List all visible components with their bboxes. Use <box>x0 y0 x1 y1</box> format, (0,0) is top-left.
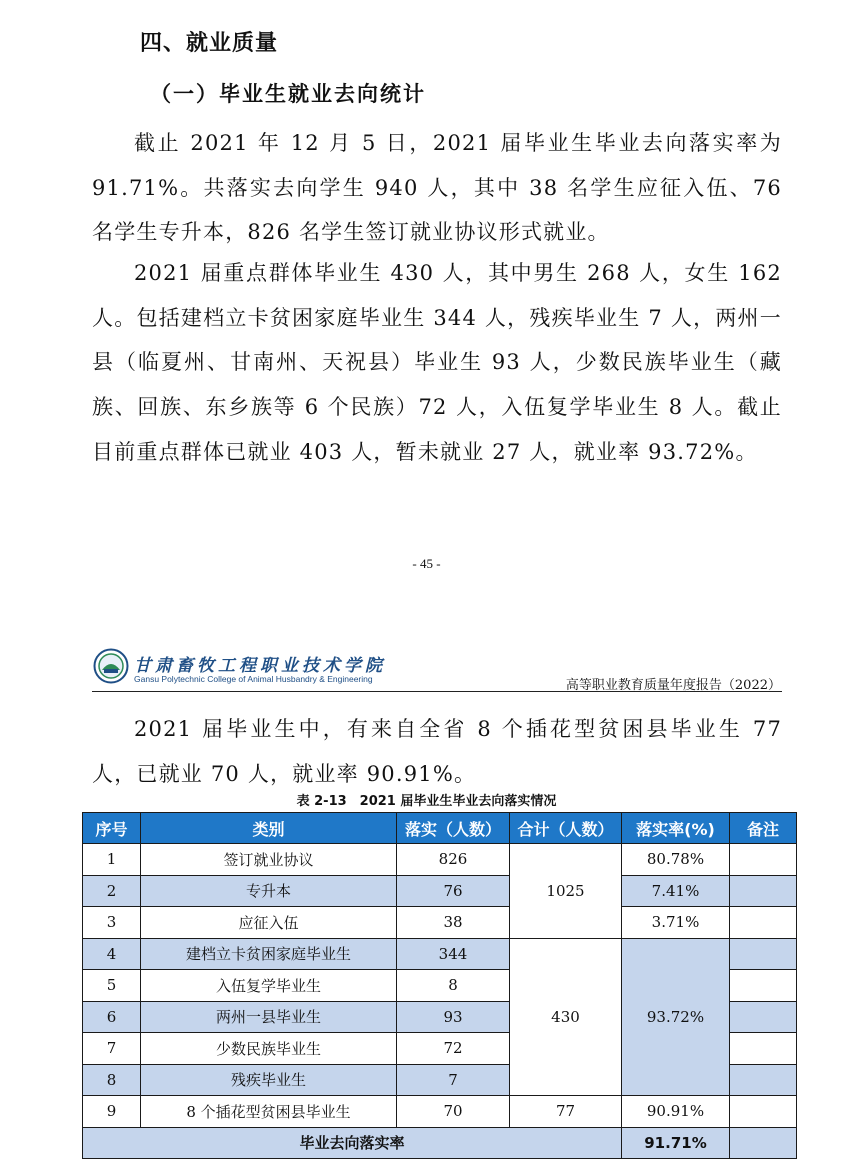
cell-total: 77 <box>510 1096 622 1128</box>
cell-count: 7 <box>397 1064 510 1096</box>
table-summary-row <box>83 1127 797 1159</box>
cell-category: 应征入伍 <box>141 907 397 939</box>
cell-no: 5 <box>83 970 141 1002</box>
cell-category: 8 个插花型贫困县毕业生 <box>141 1096 397 1128</box>
table-row <box>83 907 797 939</box>
cell-rate: 80.78% <box>622 844 730 876</box>
summary-label: 毕业去向落实率 <box>83 1127 622 1159</box>
cell-category: 两州一县毕业生 <box>141 1001 397 1033</box>
page-number: - 45 - <box>412 556 441 571</box>
header-cell: 备注 <box>730 813 797 844</box>
report-title: 高等职业教育质量年度报告（2022） <box>565 678 781 693</box>
cell-category: 专升本 <box>141 875 397 907</box>
table-row <box>83 938 797 970</box>
cell-no: 2 <box>83 875 141 907</box>
cell-note <box>730 907 797 939</box>
paragraph: 2021 届毕业生中，有来自全省 8 个插花型贫困县毕业生 77 人，已就业 70 人，就业率 90.91%。 <box>92 717 782 786</box>
cell-note <box>730 844 797 876</box>
cell-no: 4 <box>83 938 141 970</box>
cell-note <box>730 1064 797 1096</box>
cell-rate: 7.41% <box>622 875 730 907</box>
cell-count: 76 <box>397 875 510 907</box>
header-cell: 落实率(%) <box>622 813 730 844</box>
cell-category: 残疾毕业生 <box>141 1064 397 1096</box>
cell-count: 38 <box>397 907 510 939</box>
cell-rate: 90.91% <box>622 1096 730 1128</box>
paragraph: 2021 届重点群体毕业生 430 人，其中男生 268 人，女生 162 人。包括建档立卡贫困家庭毕业生 344 人，残疾毕业生 7 人，两州一县（临夏州、甘南州、天祝县）毕业生 93 人，少数民族毕业生（藏族、回族、东乡族等 6 个民族）72 人，入伍复学毕业生 8 人。截止目前重点群体已就业 403 人，暂未就业 27 人，就业率 93.72%。 <box>92 261 782 464</box>
header-cell: 序号 <box>83 813 141 844</box>
table-caption: 表 2-13 2021 届毕业生毕业去向落实情况 <box>296 794 557 809</box>
cell-note <box>730 1001 797 1033</box>
cell-note <box>730 875 797 907</box>
summary-rate: 91.71% <box>622 1127 730 1159</box>
school-logo-icon <box>93 648 129 684</box>
header-cell: 落实（人数） <box>397 813 510 844</box>
table-row <box>83 1096 797 1128</box>
section-title: 四、就业质量 <box>140 31 279 56</box>
cell-category: 签订就业协议 <box>141 844 397 876</box>
header-cell: 类别 <box>141 813 397 844</box>
cell-note <box>730 1033 797 1065</box>
cell-rate: 3.71% <box>622 907 730 939</box>
cell-no: 3 <box>83 907 141 939</box>
placement-table <box>82 812 797 1159</box>
cell-count: 70 <box>397 1096 510 1128</box>
cell-group1-total: 1025 <box>510 844 622 939</box>
subsection-title: （一）毕业生就业去向统计 <box>150 82 426 106</box>
cell-category: 建档立卡贫困家庭毕业生 <box>141 938 397 970</box>
table-row <box>83 875 797 907</box>
table-row <box>83 844 797 876</box>
table-header-row <box>83 813 797 844</box>
header-cell: 合计（人数） <box>510 813 622 844</box>
cell-note <box>730 970 797 1002</box>
cell-count: 93 <box>397 1001 510 1033</box>
cell-no: 6 <box>83 1001 141 1033</box>
cell-note <box>730 1127 797 1159</box>
paragraph: 截止 2021 年 12 月 5 日，2021 届毕业生毕业去向落实率为 91.71%。共落实去向学生 940 人，其中 38 名学生应征入伍、76 名学生专升本，826 名学生签订就业协议形式就业。 <box>92 131 782 245</box>
cell-category: 少数民族毕业生 <box>141 1033 397 1065</box>
header-divider <box>92 691 782 692</box>
cell-no: 8 <box>83 1064 141 1096</box>
cell-count: 8 <box>397 970 510 1002</box>
cell-note <box>730 938 797 970</box>
cell-count: 72 <box>397 1033 510 1065</box>
cell-group2-rate: 93.72% <box>622 938 730 1096</box>
cell-no: 7 <box>83 1033 141 1065</box>
cell-count: 826 <box>397 844 510 876</box>
cell-no: 9 <box>83 1096 141 1128</box>
school-name-en: Gansu Polytechnic College of Animal Husbandry & Engineering <box>134 674 373 684</box>
school-name-cn: 甘肃畜牧工程职业技术学院 <box>134 656 386 676</box>
cell-count: 344 <box>397 938 510 970</box>
cell-no: 1 <box>83 844 141 876</box>
cell-group2-total: 430 <box>510 938 622 1096</box>
cell-note <box>730 1096 797 1128</box>
cell-category: 入伍复学毕业生 <box>141 970 397 1002</box>
